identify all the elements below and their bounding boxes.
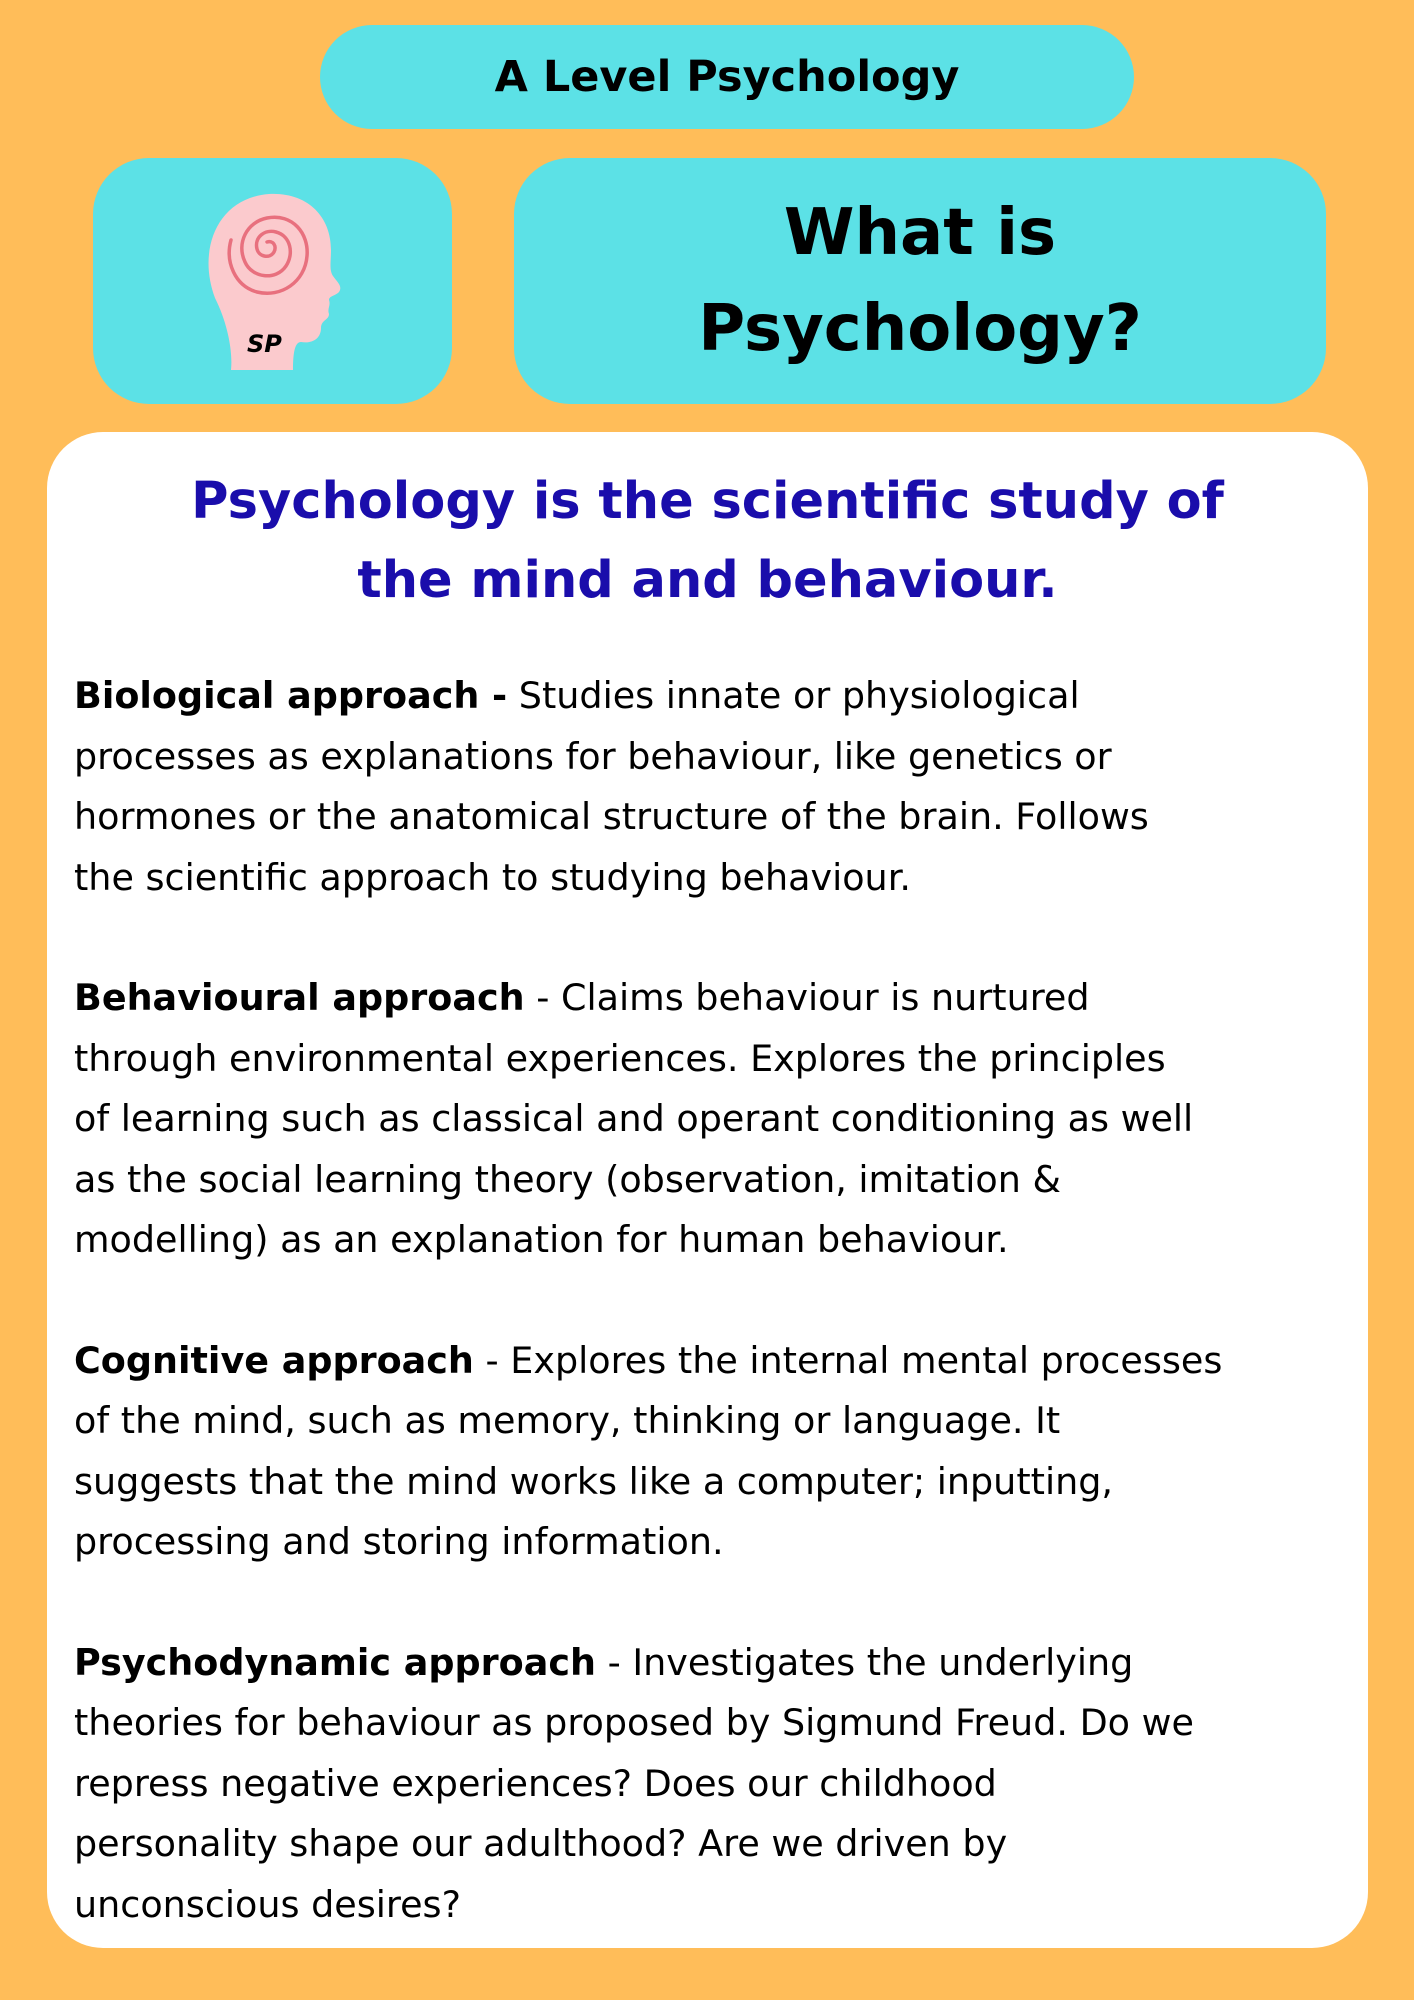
approach-cognitive (74, 1331, 1359, 1573)
page-title-box (514, 158, 1326, 404)
course-title: A Level Psychology (494, 52, 960, 102)
approach-line: of learning such as classical and operant conditioning as well (74, 1097, 1194, 1140)
approach-line: processing and storing information. (74, 1520, 724, 1563)
approach-name: Biological approach - (74, 674, 508, 717)
approach-line: processes as explanations for behaviour, like genetics or (74, 734, 1112, 778)
definition-line-2: the mind and behaviour. (357, 551, 1058, 610)
approach-line: suggests that the mind works like a computer; inputting, (74, 1459, 1113, 1503)
approach-line: hormones or the anatomical structure of the brain. Follows (74, 795, 1149, 838)
approach-name: Psychodynamic approach (74, 1640, 596, 1684)
logo-initials: SP (247, 330, 282, 358)
approach-biological (74, 666, 1359, 908)
approach-psychodynamic (74, 1633, 1359, 1936)
logo-box (93, 158, 452, 404)
definition (47, 462, 1368, 620)
approach-first-line: Behavioural approach - Claims behaviour is nurtured (74, 976, 1090, 1019)
approaches-list (74, 666, 1359, 1995)
approach-name: Behavioural approach (74, 976, 525, 1019)
approach-name: Cognitive approach (74, 1338, 474, 1382)
approach-line: the scientific approach to studying behaviour. (74, 855, 911, 899)
approach-line: theories for behaviour as proposed by Sigmund Freud. Do we (74, 1701, 1194, 1744)
course-title-pill (320, 25, 1134, 129)
head-spiral-icon (203, 190, 343, 370)
approach-line: personality shape our adulthood? Are we driven by (74, 1822, 1008, 1865)
approach-line: modelling) as an explanation for human behaviour. (74, 1218, 1009, 1261)
approach-line: unconscious desires? (74, 1882, 461, 1926)
approach-line: through environmental experiences. Explores the principles (74, 1036, 1166, 1080)
definition-line-1: Psychology is the scientific study of (191, 472, 1224, 531)
approach-first-line: Biological approach - Studies innate or physiological (74, 674, 1080, 717)
approach-behavioural (74, 968, 1359, 1271)
approach-line: as the social learning theory (observation, imitation & (74, 1157, 1061, 1201)
page-title-line-1: What is (783, 196, 1057, 270)
approach-line: repress negative experiences? Does our childhood (74, 1761, 997, 1805)
approach-line: of the mind, such as memory, thinking or language. It (74, 1399, 1061, 1442)
content-card (47, 432, 1368, 1948)
approach-first-line: Cognitive approach - Explores the internal mental processes (74, 1338, 1223, 1382)
page-title-line-2: Psychology? (698, 292, 1142, 366)
approach-first-line: Psychodynamic approach - Investigates the underlying (74, 1640, 1134, 1684)
